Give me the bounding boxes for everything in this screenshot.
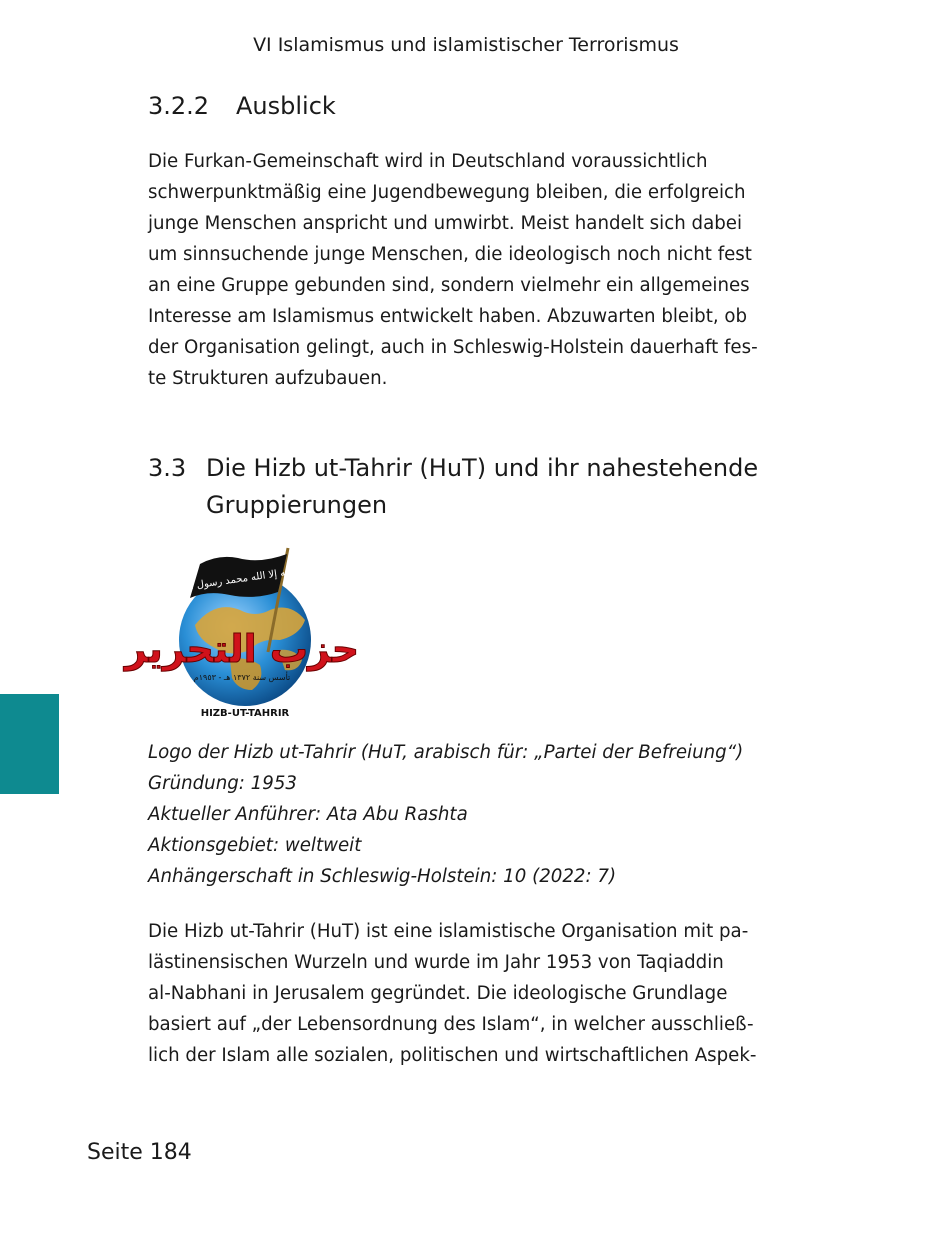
logo-founded-text: تأسس سنة ١٣٧٢ هـ - ١٩٥٣م bbox=[193, 673, 291, 682]
fact-line: Aktionsgebiet: weltweit bbox=[148, 835, 362, 856]
section-heading-3-2-2 bbox=[148, 92, 336, 120]
section-title-line: Gruppierungen bbox=[206, 491, 388, 519]
text-line: junge Menschen anspricht und umwirbt. Meist handelt sich dabei bbox=[148, 213, 742, 234]
logo-caption: HIZB-UT-TAHRIR bbox=[200, 708, 290, 719]
fact-line: Anhängerschaft in Schleswig-Holstein: 10 (2022: 7) bbox=[148, 866, 617, 887]
section-number: 3.2.2 bbox=[148, 92, 210, 120]
text-line: Die Furkan-Gemeinschaft wird in Deutschland voraussichtlich bbox=[148, 151, 708, 172]
logo-arabic-title: حزب التحرير bbox=[124, 627, 360, 671]
text-line: al-Nabhani in Jerusalem gegründet. Die ideologische Grundlage bbox=[148, 983, 728, 1004]
logo-graphic bbox=[124, 540, 360, 710]
text-line: an eine Gruppe gebunden sind, sondern vielmehr ein allgemeines bbox=[148, 275, 750, 296]
flag-inscription: لا إله إلا الله محمد رسول الله bbox=[178, 565, 301, 594]
section-heading-3-3 bbox=[148, 450, 758, 524]
text-line: basiert auf „der Lebensordnung des Islam“, in welcher ausschließ- bbox=[148, 1014, 754, 1035]
text-line: schwerpunktmäßig eine Jugendbewegung bleiben, die erfolgreich bbox=[148, 182, 746, 203]
text-line: lästinensischen Wurzeln und wurde im Jahr 1953 von Taqiaddin bbox=[148, 952, 724, 973]
fact-line: Aktueller Anführer: Ata Abu Rashta bbox=[148, 804, 468, 825]
hizb-ut-tahrir-logo bbox=[124, 540, 360, 725]
paragraph-ausblick bbox=[148, 146, 788, 394]
text-line: lich der Islam alle sozialen, politischen und wirtschaftlichen Aspek- bbox=[148, 1045, 757, 1066]
text-line: der Organisation gelingt, auch in Schleswig-Holstein dauerhaft fes- bbox=[148, 337, 758, 358]
text-line: Die Hizb ut-Tahrir (HuT) ist eine islamistische Organisation mit pa- bbox=[148, 921, 749, 942]
text-line: Interesse am Islamismus entwickelt haben. Abzuwarten bleibt, ob bbox=[148, 306, 748, 327]
text-line: um sinnsuchende junge Menschen, die ideologisch noch nicht fest bbox=[148, 244, 752, 265]
section-title-line: Die Hizb ut-Tahrir (HuT) und ihr nahestehende bbox=[206, 454, 759, 482]
fact-line: Gründung: 1953 bbox=[148, 773, 297, 794]
fact-line: Logo der Hizb ut-Tahrir (HuT, arabisch für: „Partei der Befreiung“) bbox=[148, 742, 744, 763]
section-title: Ausblick bbox=[236, 92, 336, 120]
organization-facts bbox=[148, 737, 743, 892]
paragraph-hizb-ut-tahrir bbox=[148, 916, 788, 1071]
page-number: Seite 184 bbox=[87, 1140, 192, 1165]
section-title bbox=[206, 450, 758, 524]
chapter-side-tab bbox=[0, 694, 59, 794]
section-number: 3.3 bbox=[148, 454, 187, 482]
running-header: VI Islamismus und islamistischer Terrorismus bbox=[253, 34, 679, 56]
text-line: te Strukturen aufzubauen. bbox=[148, 368, 388, 389]
